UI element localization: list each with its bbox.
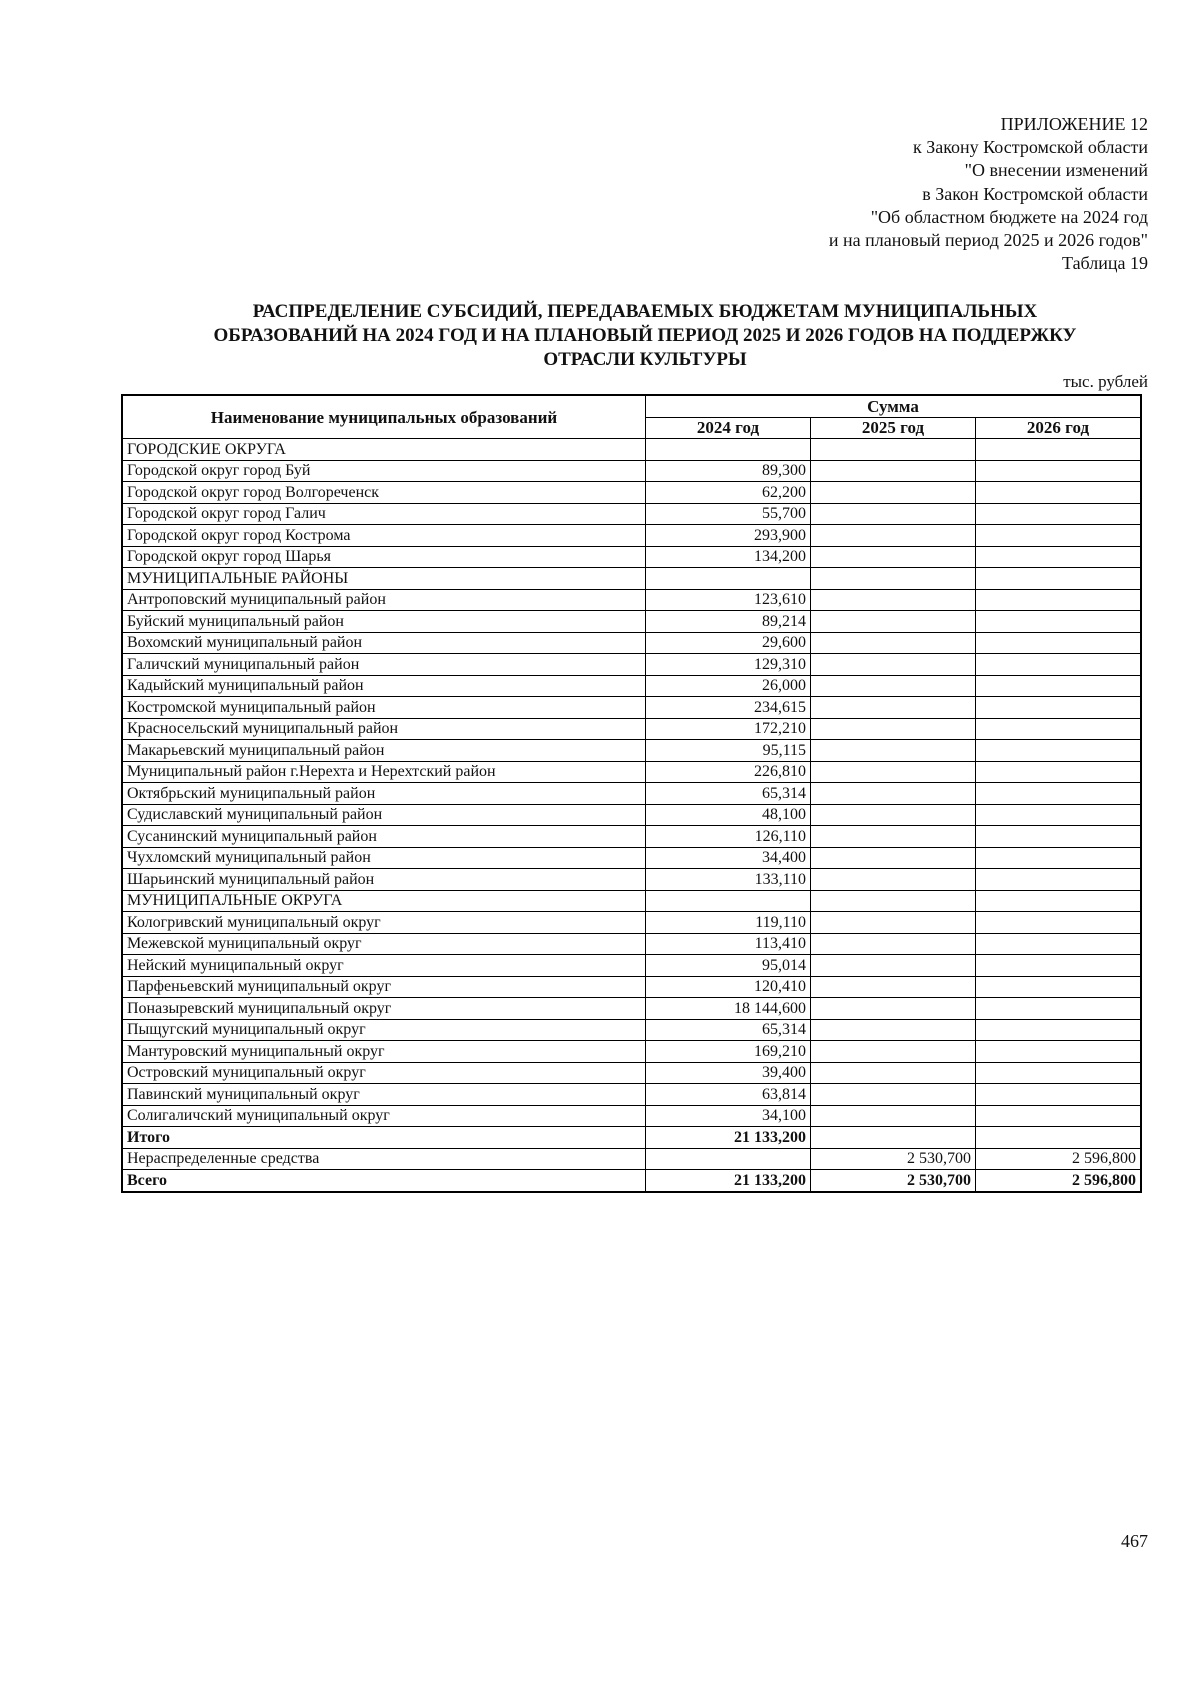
title-line: ОТРАСЛИ КУЛЬТУРЫ	[543, 349, 747, 370]
value-2025-cell	[811, 718, 976, 740]
table-row	[122, 589, 1141, 611]
row-name-cell: Городской округ город Волгореченск	[122, 482, 646, 504]
row-name-cell: Сусанинский муниципальный район	[122, 826, 646, 848]
value-2026-cell	[976, 482, 1142, 504]
value-2026-cell	[976, 998, 1142, 1020]
table-number: Таблица 19	[1062, 253, 1148, 274]
value-2025-cell	[811, 546, 976, 568]
value-2024-cell: 133,110	[646, 869, 811, 891]
section-row	[122, 568, 1141, 590]
value-2026-cell	[976, 1062, 1142, 1084]
value-2025-cell	[811, 804, 976, 826]
value-2026-cell	[976, 611, 1142, 633]
row-name-cell: МУНИЦИПАЛЬНЫЕ РАЙОНЫ	[122, 568, 646, 590]
table-row	[122, 761, 1141, 783]
value-2026-cell	[976, 525, 1142, 547]
table-row	[122, 503, 1141, 525]
value-2026-cell	[976, 697, 1142, 719]
value-2025-cell	[811, 890, 976, 912]
value-2026-cell	[976, 632, 1142, 654]
table-row	[122, 1105, 1141, 1127]
value-2025-cell	[811, 955, 976, 977]
value-2024-cell: 18 144,600	[646, 998, 811, 1020]
value-2026-cell	[976, 783, 1142, 805]
value-2024-cell: 21 133,200	[646, 1127, 811, 1149]
value-2026-cell	[976, 1019, 1142, 1041]
value-2024-cell	[646, 568, 811, 590]
row-name-cell: Кологривский муниципальный округ	[122, 912, 646, 934]
row-name-cell: Городской округ город Шарья	[122, 546, 646, 568]
row-name-cell: Октябрьский муниципальный район	[122, 783, 646, 805]
row-name-cell: Павинский муниципальный округ	[122, 1084, 646, 1106]
row-name-cell: Поназыревский муниципальный округ	[122, 998, 646, 1020]
value-2025-cell	[811, 976, 976, 998]
value-2024-cell: 34,100	[646, 1105, 811, 1127]
value-2024-cell: 293,900	[646, 525, 811, 547]
header-year-2025: 2025 год	[811, 417, 976, 439]
value-2025-cell	[811, 1041, 976, 1063]
document-title	[120, 300, 1170, 372]
value-2025-cell	[811, 998, 976, 1020]
value-2025-cell	[811, 1062, 976, 1084]
value-2026-cell	[976, 890, 1142, 912]
value-2024-cell: 65,314	[646, 783, 811, 805]
row-name-cell: Буйский муниципальный район	[122, 611, 646, 633]
value-2024-cell: 123,610	[646, 589, 811, 611]
appendix-header	[829, 113, 1148, 275]
value-2025-cell	[811, 675, 976, 697]
table-row	[122, 847, 1141, 869]
appendix-line: "Об областном бюджете на 2024 год	[870, 206, 1148, 227]
value-2024-cell	[646, 890, 811, 912]
value-2025-cell	[811, 525, 976, 547]
row-name-cell: Нейский муниципальный округ	[122, 955, 646, 977]
value-2024-cell	[646, 1148, 811, 1170]
value-2025-cell: 2 530,700	[811, 1148, 976, 1170]
table-row	[122, 783, 1141, 805]
value-2024-cell: 95,115	[646, 740, 811, 762]
table-row	[122, 611, 1141, 633]
value-2024-cell: 169,210	[646, 1041, 811, 1063]
value-2025-cell	[811, 611, 976, 633]
units-label: тыс. рублей	[1063, 372, 1148, 391]
value-2026-cell	[976, 1105, 1142, 1127]
row-name-cell: Пыщугский муниципальный округ	[122, 1019, 646, 1041]
row-name-cell: Чухломский муниципальный район	[122, 847, 646, 869]
value-2025-cell	[811, 654, 976, 676]
value-2024-cell	[646, 439, 811, 461]
value-2026-cell	[976, 503, 1142, 525]
value-2026-cell	[976, 718, 1142, 740]
value-2026-cell	[976, 933, 1142, 955]
table-row	[122, 804, 1141, 826]
table-row	[122, 869, 1141, 891]
row-name-cell: Вохомский муниципальный район	[122, 632, 646, 654]
total-row	[122, 1170, 1141, 1192]
row-name-cell: Шарьинский муниципальный район	[122, 869, 646, 891]
value-2024-cell: 134,200	[646, 546, 811, 568]
value-2024-cell: 234,615	[646, 697, 811, 719]
value-2025-cell: 2 530,700	[811, 1170, 976, 1192]
appendix-line: и на плановый период 2025 и 2026 годов"	[828, 230, 1148, 251]
table-row	[122, 976, 1141, 998]
value-2024-cell: 65,314	[646, 1019, 811, 1041]
row-name-cell: Красносельский муниципальный район	[122, 718, 646, 740]
value-2024-cell: 95,014	[646, 955, 811, 977]
value-2024-cell: 26,000	[646, 675, 811, 697]
table-row	[122, 546, 1141, 568]
row-name-cell: Островский муниципальный округ	[122, 1062, 646, 1084]
value-2026-cell	[976, 847, 1142, 869]
value-2025-cell	[811, 1127, 976, 1149]
table-row	[122, 1041, 1141, 1063]
appendix-line: в Закон Костромской области	[922, 183, 1148, 204]
row-name-cell: Костромской муниципальный район	[122, 697, 646, 719]
row-name-cell: Парфеньевский муниципальный округ	[122, 976, 646, 998]
value-2024-cell: 120,410	[646, 976, 811, 998]
value-2025-cell	[811, 568, 976, 590]
table-row	[122, 697, 1141, 719]
value-2025-cell	[811, 740, 976, 762]
section-row	[122, 890, 1141, 912]
row-name-cell: Городской округ город Галич	[122, 503, 646, 525]
value-2024-cell: 113,410	[646, 933, 811, 955]
row-name-cell: Галичский муниципальный район	[122, 654, 646, 676]
value-2025-cell	[811, 482, 976, 504]
value-2026-cell	[976, 589, 1142, 611]
table-row	[122, 718, 1141, 740]
table-row	[122, 482, 1141, 504]
value-2026-cell	[976, 826, 1142, 848]
table-row	[122, 740, 1141, 762]
page-number: 467	[1121, 1531, 1148, 1551]
value-2025-cell	[811, 632, 976, 654]
value-2026-cell	[976, 955, 1142, 977]
value-2024-cell: 34,400	[646, 847, 811, 869]
row-name-cell: Муниципальный район г.Нерехта и Нерехтский район	[122, 761, 646, 783]
value-2026-cell	[976, 1084, 1142, 1106]
row-name-cell: Мантуровский муниципальный округ	[122, 1041, 646, 1063]
table-body	[122, 439, 1141, 1192]
value-2026-cell	[976, 546, 1142, 568]
appendix-line: к Закону Костромской области	[912, 137, 1148, 158]
table-row	[122, 632, 1141, 654]
value-2026-cell	[976, 869, 1142, 891]
value-2024-cell: 48,100	[646, 804, 811, 826]
table-row	[122, 955, 1141, 977]
header-sum: Сумма	[646, 395, 1142, 417]
title-line: ОБРАЗОВАНИЙ НА 2024 ГОД И НА ПЛАНОВЫЙ ПЕРИОД 2025 И 2026 ГОДОВ НА ПОДДЕРЖКУ	[213, 325, 1077, 346]
table-row	[122, 933, 1141, 955]
table-row	[122, 826, 1141, 848]
value-2026-cell	[976, 654, 1142, 676]
value-2024-cell: 89,300	[646, 460, 811, 482]
value-2026-cell	[976, 439, 1142, 461]
table-row	[122, 1019, 1141, 1041]
value-2025-cell	[811, 847, 976, 869]
value-2024-cell: 119,110	[646, 912, 811, 934]
table-row	[122, 1062, 1141, 1084]
table-row	[122, 460, 1141, 482]
row-name-cell: Межевской муниципальный округ	[122, 933, 646, 955]
value-2025-cell	[811, 439, 976, 461]
row-name-cell: Антроповский муниципальный район	[122, 589, 646, 611]
value-2026-cell	[976, 1127, 1142, 1149]
value-2026-cell	[976, 912, 1142, 934]
value-2024-cell: 126,110	[646, 826, 811, 848]
value-2025-cell	[811, 826, 976, 848]
value-2026-cell	[976, 976, 1142, 998]
value-2026-cell: 2 596,800	[976, 1148, 1142, 1170]
value-2025-cell	[811, 1019, 976, 1041]
table-row	[122, 912, 1141, 934]
row-name-cell: Итого	[122, 1127, 646, 1149]
table-row	[122, 675, 1141, 697]
value-2024-cell: 89,214	[646, 611, 811, 633]
section-row	[122, 439, 1141, 461]
value-2025-cell	[811, 869, 976, 891]
table-row	[122, 1148, 1141, 1170]
value-2026-cell	[976, 568, 1142, 590]
row-name-cell: Кадыйский муниципальный район	[122, 675, 646, 697]
value-2024-cell: 129,310	[646, 654, 811, 676]
row-name-cell: Всего	[122, 1170, 646, 1192]
value-2026-cell	[976, 675, 1142, 697]
value-2024-cell: 172,210	[646, 718, 811, 740]
value-2026-cell	[976, 460, 1142, 482]
value-2024-cell: 226,810	[646, 761, 811, 783]
row-name-cell: МУНИЦИПАЛЬНЫЕ ОКРУГА	[122, 890, 646, 912]
value-2026-cell	[976, 740, 1142, 762]
table-row	[122, 654, 1141, 676]
appendix-line: "О внесении изменений	[964, 160, 1148, 181]
value-2026-cell: 2 596,800	[976, 1170, 1142, 1192]
value-2025-cell	[811, 503, 976, 525]
appendix-line: ПРИЛОЖЕНИЕ 12	[1000, 114, 1148, 134]
value-2025-cell	[811, 589, 976, 611]
subsidy-table	[121, 394, 1142, 1193]
row-name-cell: Городской округ город Кострома	[122, 525, 646, 547]
value-2025-cell	[811, 1084, 976, 1106]
value-2024-cell: 62,200	[646, 482, 811, 504]
row-name-cell: Нераспределенные средства	[122, 1148, 646, 1170]
value-2024-cell: 55,700	[646, 503, 811, 525]
row-name-cell: Макарьевский муниципальный район	[122, 740, 646, 762]
value-2025-cell	[811, 460, 976, 482]
table-row	[122, 525, 1141, 547]
header-year-2026: 2026 год	[976, 417, 1142, 439]
table-row	[122, 1084, 1141, 1106]
table-row	[122, 998, 1141, 1020]
total-row	[122, 1127, 1141, 1149]
value-2024-cell: 29,600	[646, 632, 811, 654]
title-line: РАСПРЕДЕЛЕНИЕ СУБСИДИЙ, ПЕРЕДАВАЕМЫХ БЮДЖЕТАМ МУНИЦИПАЛЬНЫХ	[252, 301, 1038, 322]
value-2025-cell	[811, 697, 976, 719]
value-2025-cell	[811, 783, 976, 805]
row-name-cell: Городской округ город Буй	[122, 460, 646, 482]
value-2024-cell: 21 133,200	[646, 1170, 811, 1192]
header-name: Наименование муниципальных образований	[122, 395, 646, 439]
value-2025-cell	[811, 1105, 976, 1127]
row-name-cell: Судиславский муниципальный район	[122, 804, 646, 826]
value-2025-cell	[811, 761, 976, 783]
value-2025-cell	[811, 933, 976, 955]
value-2024-cell: 63,814	[646, 1084, 811, 1106]
header-year-2024: 2024 год	[646, 417, 811, 439]
value-2024-cell: 39,400	[646, 1062, 811, 1084]
value-2025-cell	[811, 912, 976, 934]
value-2026-cell	[976, 1041, 1142, 1063]
row-name-cell: Солигаличский муниципальный округ	[122, 1105, 646, 1127]
value-2026-cell	[976, 761, 1142, 783]
row-name-cell: ГОРОДСКИЕ ОКРУГА	[122, 439, 646, 461]
value-2026-cell	[976, 804, 1142, 826]
